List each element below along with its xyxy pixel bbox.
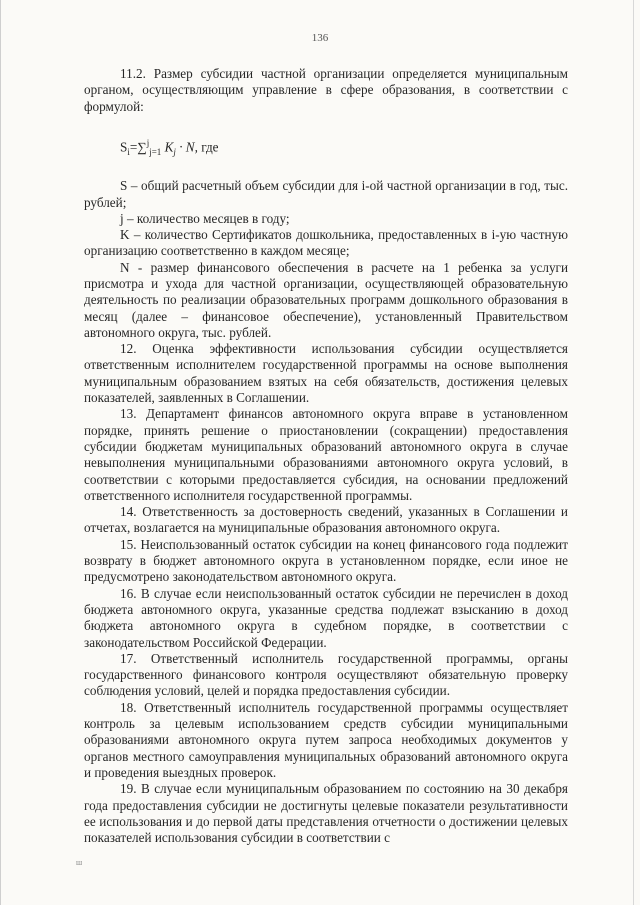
formula-tail: где	[197, 139, 219, 155]
document-body	[84, 66, 568, 846]
formula-term: K	[164, 139, 174, 155]
definition-s: S – общий расчетный объем субсидии для i-ой частной организации в год, тыс. рублей;	[84, 178, 568, 210]
paragraph-14: 14. Ответственность за достоверность сведений, указанных в Соглашении и отчетах, возлагается на муниципальные образования автономного округа.	[84, 504, 568, 536]
formula-sum-sub: j=1	[149, 146, 162, 157]
definition-k: K – количество Сертификатов дошкольника, предоставленных в i-ую частную организацию соответственно в каждом месяце;	[84, 227, 568, 259]
definition-n: N - размер финансового обеспечения в расчете на 1 ребенка за услуги присмотра и ухода для частной организации, осуществляющей образовательную деятельность по реализации образовательных программ дошкольного образования в месяц (далее – финансовое обеспечение), установленный Правительством автономного округа, тыс. рублей.	[84, 259, 568, 340]
formula-equals: =	[129, 139, 138, 155]
paragraph-16: 16. В случае если неиспользованный остаток субсидии не перечислен в доход бюджета автономного округа, указанные средства подлежат взысканию в доход бюджета автономного округа в судебном порядке, в соответствии с законодательством Российской Федерации.	[84, 585, 568, 650]
paragraph-13: 13. Департамент финансов автономного округа вправе в установленном порядке, принять решение о приостановлении (сокращении) предоставления субсидии бюджетам муниципальных образований автономного округа в случае невыполнения муниципальными образованиями автономного округа условий, в соответствии с которыми предоставляется субсидия, на основании предложений ответственного исполнителя государственной программы.	[84, 406, 568, 503]
formula-lhs: S	[120, 139, 128, 155]
paragraph-17: 17. Ответственный исполнитель государственной программы, органы государственного финансового контроля осуществляют обязательную проверку соблюдения условий, целей и порядка предоставления субсидии.	[84, 650, 568, 699]
footer-mark: ш	[76, 858, 83, 867]
formula-sum: ∑	[137, 139, 147, 155]
definition-j: j – количество месяцев в году;	[120, 210, 290, 226]
paragraph-15: 15. Неиспользованный остаток субсидии на конец финансового года подлежит возврату в бюджет автономного округа в установленном порядке, если иное не предусмотрено законодательством автономного округа.	[84, 536, 568, 585]
page-number: 136	[311, 32, 329, 44]
paragraph-11-2: 11.2. Размер субсидии частной организации определяется муниципальным органом, осуществляющим управление в сфере образования, в соответствии с формулой:	[84, 66, 568, 114]
formula-lhs-sub: i	[127, 146, 130, 157]
paragraph-19: 19. В случае если муниципальным образованием по состоянию на 30 декабря года предоставления субсидии не достигнуты целевые показатели результативности ее использования и до первой даты представления отчетности о достижении целевых показателей использования субсидии в соответствии с	[84, 781, 568, 846]
formula-term-sub: j	[173, 146, 176, 157]
subsidy-formula	[84, 135, 568, 160]
paragraph-12: 12. Оценка эффективности использования субсидии осуществляется ответственным исполнителем государственной программы на основе выполнения муниципальным образованием взятых на себя обязательств, достижения целевых показателей, заявленных в Соглашении.	[84, 341, 568, 406]
paragraph-18: 18. Ответственный исполнитель государственной программы осуществляет контроль за целевым использованием средств субсидии муниципальными образованиями автономного округа путем запроса необходимых документов у органов местного самоуправления муниципальных образований автономного округа и проведения выездных проверок.	[84, 699, 568, 780]
formula-sum-sup: j	[146, 137, 150, 148]
formula-mult: · N,	[175, 139, 198, 155]
